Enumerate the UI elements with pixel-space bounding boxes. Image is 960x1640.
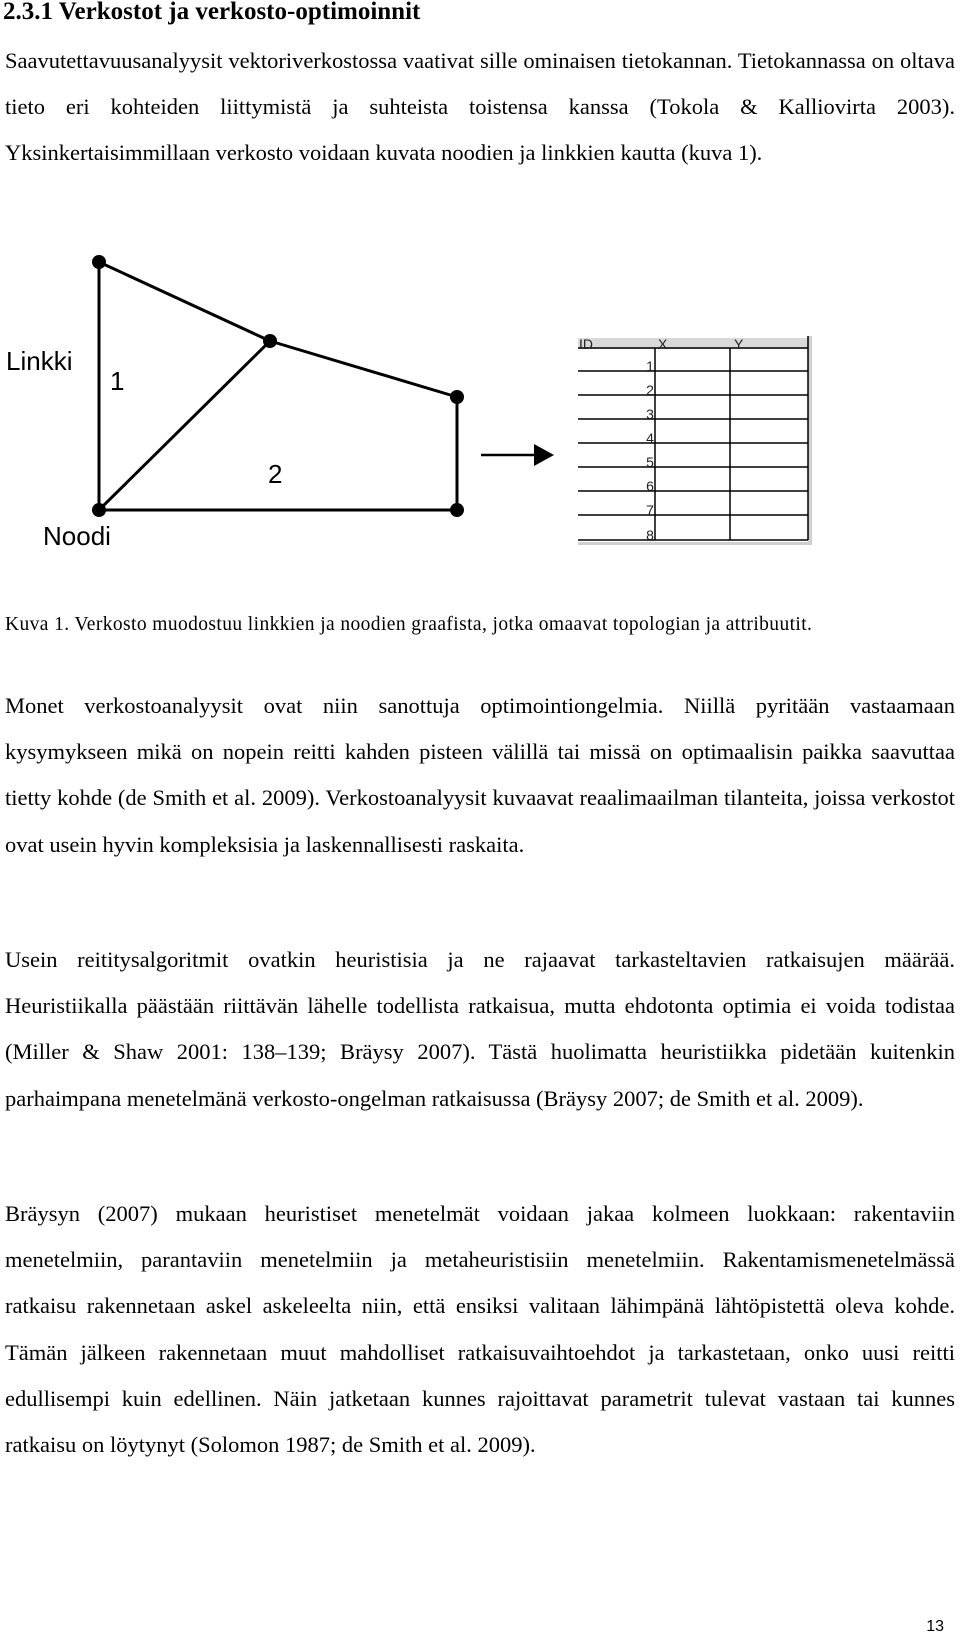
table-row-id: 2 [646, 382, 654, 398]
node [450, 390, 464, 404]
node [450, 503, 464, 517]
table-row-id: 6 [646, 478, 654, 494]
table-shadow [578, 542, 812, 545]
label-node: Noodi [43, 521, 111, 551]
node [92, 255, 106, 269]
label-link: Linkki [6, 346, 73, 376]
table-header-x: X [658, 336, 668, 352]
label-two: 2 [268, 459, 283, 489]
table-row-id: 3 [646, 406, 654, 422]
link-top [99, 262, 270, 341]
figure-caption: Kuva 1. Verkosto muodostuu linkkien ja noodien graafista, jotka omaavat topologian ja attribuutit. [5, 614, 813, 635]
link-upper-right [270, 341, 457, 397]
network-diagram [0, 240, 960, 580]
paragraph-heuristics: Usein reititysalgoritmit ovatkin heuristisia ja ne rajaavat tarkasteltavien ratkaisujen määrää. Heuristiikalla päästään riittävän lähelle todellista ratkaisua, mutta ehdotonta optimia ei voida todistaa (Miller & Shaw 2001: 138–139; Bräysy 2007). Tästä huolimatta heuristiikka pidetään kuitenkin parhaimpana menetelmänä verkosto-ongelman ratkaisussa (Bräysy 2007; de Smith et al. 2009). [5, 947, 955, 1111]
table-row-id: 8 [646, 527, 654, 543]
table-grid [578, 336, 808, 540]
table-row-id: 5 [646, 454, 654, 470]
arrow-icon [481, 444, 554, 466]
attribute-table [578, 336, 812, 545]
link-diagonal [99, 341, 270, 510]
network-figure [0, 240, 960, 580]
table-row-id: 1 [646, 358, 654, 374]
table-header-y: Y [734, 336, 744, 352]
label-one: 1 [110, 366, 125, 396]
node [263, 334, 277, 348]
table-row-id: 7 [646, 502, 654, 518]
section-heading: 2.3.1 Verkostot ja verkosto-optimoinnit [3, 0, 421, 25]
paragraph-intro: Saavutettavuusanalyysit vektoriverkostossa vaativat sille ominaisen tietokannan. Tietokannassa on oltava tieto eri kohteiden liittymistä ja suhteista toistensa kanssa (Tokola & Kalliovirta 2003). Yksinkertaisimmillaan verkosto voidaan kuvata noodien ja linkkien kautta (kuva 1). [5, 48, 955, 166]
paragraph-optimization: Monet verkostoanalyysit ovat niin sanottuja optimointiongelmia. Niillä pyritään vastaamaan kysymykseen mikä on nopein reitti kahden pisteen välillä tai missä on optimaalisin paikka saavuttaa tietty kohde (de Smith et al. 2009). Verkostoanalyysit kuvaavat reaalimaailman tilanteita, joissa verkostot ovat usein hyvin kompleksisia ja laskennallisesti raskaita. [5, 693, 955, 857]
paragraph-methods: Bräysyn (2007) mukaan heuristiset menetelmät voidaan jakaa kolmeen luokkaan: rakentaviin menetelmiin, parantaviin menetelmiin ja metaheuristisiin menetelmiin. Rakentamismenetelmässä ratkaisu rakennetaan askel askeleelta niin, että ensiksi valitaan lähimpänä lähtöpistettä oleva kohde. Tämän jälkeen rakennetaan muut mahdolliset ratkaisuvaihtoehdot ja tarkastetaan, onko uusi reitti edullisempi kuin edellinen. Näin jatketaan kunnes rajoittavat parametrit tulevat vastaan tai kunnes ratkaisu on löytynyt (Solomon 1987; de Smith et al. 2009). [5, 1201, 955, 1458]
node [92, 503, 106, 517]
table-row-id: 4 [646, 430, 654, 446]
table-header-id: ID [579, 336, 593, 352]
page-number: 13 [926, 1618, 944, 1635]
